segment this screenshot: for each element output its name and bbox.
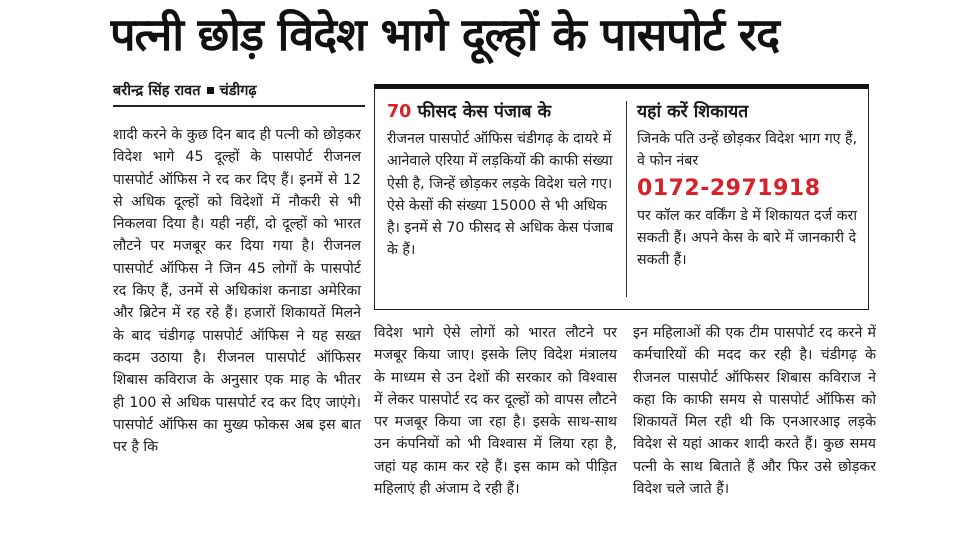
phone-number: 0172-2971918 <box>637 175 821 201</box>
complaint-text-before: जिनके पति उन्हें छोड़कर विदेश भाग गए हैं, वे फोन नंबर <box>637 131 858 170</box>
stats-title <box>387 99 617 125</box>
author-name: बरीन्द्र सिंह रावत <box>113 83 201 99</box>
stats-title-number: 70 <box>387 102 412 122</box>
headline: पत्नी छोड़ विदेश भागे दूल्हों के पासपोर्ट रद <box>110 8 779 61</box>
byline <box>113 80 373 102</box>
article-column-2: विदेश भागे ऐसे लोगों को भारत लौटने पर मजबूर किया जाए। इसके लिए विदेश मंत्रालय के माध्यम से उन देशों की सरकार को विश्वास में लेकर पासपोर्ट रद कर दूल्हों को वापस लौटने पर मजबूर किया जा रहा है। इसके साथ-साथ उन कंपनियों को भी विश्वास में लिया रहा है, जहां यह काम कर रहे हैं। इस काम को पीड़ित महिलाएं ही अंजाम दे रही हैं। <box>374 325 617 498</box>
stats-text: रीजनल पासपोर्ट ऑफिस चंडीगढ़ के दायरे में आनेवाले एरिया में लड़कियों की काफी संख्या ऐसी है, जिन्हें छोड़कर लड़के विदेश चले गए। ऐसे केसों की संख्या 15000 से भी अधिक है। इनमें से 70 फीसद से अधिक केस पंजाब के हैं। <box>387 131 614 259</box>
complaint-text-after: पर कॉल कर वर्किंग डे में शिकायत दर्ज करा सकती हैं। अपने केस के बारे में जानकारी दे सकती हैं। <box>637 207 857 269</box>
info-box <box>374 84 869 310</box>
box-divider <box>626 101 627 297</box>
complaint-section <box>637 99 862 271</box>
byline-rule <box>113 105 365 107</box>
article-column-3: इन महिलाओं की एक टीम पासपोर्ट रद करने में कर्मचारियों की मदद कर रही है। चंडीगढ़ के रीजनल पासपोर्ट ऑफिसर शिबास कविराज ने कहा कि काफी समय से पासपोर्ट ऑफिस को शिकायतें मिल रही थी कि एनआरआइ लड़के विदेश से यहां आकर शादी करते हैं। कुछ समय पत्नी के साथ बिताते हैं और फिर उसे छोड़कर विदेश चले जाते हैं। <box>633 325 876 498</box>
article-column-1: शादी करने के कुछ दिन बाद ही पत्नी को छोड़कर विदेश भागे 45 दूल्हों के पासपोर्ट रीजनल पासपोर्ट ऑफिस ने रद कर दिए हैं। इनमें से 12 से अधिक दूल्हों को विदेशों में नौकरी से भी निकलवा दिया है। यही नहीं, दो दूल्हों को भारत लौटने पर मजबूर कर दिया गया है। रीजनल पासपोर्ट ऑफिस ने जिन 45 लोगों के पासपोर्ट रद किए हैं, उनमें से अधिकांश कनाडा अमेरिका और ब्रिटेन में रह रहे हैं। हजारों शिकायतें मिलने के बाद चंडीगढ़ पासपोर्ट ऑफिस ने यह सख्त कदम उठाया है। रीजनल पासपोर्ट ऑफिसर शिबास कविराज के अनुसार एक माह के भीतर ही 100 से अधिक पासपोर्ट रद कर दिए जाएंगे। पासपोर्ट ऑफिस का मुख्य फोकस अब इस बात पर है कि <box>113 127 361 456</box>
complaint-title: यहां करें शिकायत <box>637 102 749 122</box>
separator-square-icon <box>207 87 214 94</box>
stats-title-text: फीसद केस पंजाब के <box>411 102 552 122</box>
dateline-location: चंडीगढ़ <box>219 83 257 99</box>
stats-section <box>387 99 617 262</box>
